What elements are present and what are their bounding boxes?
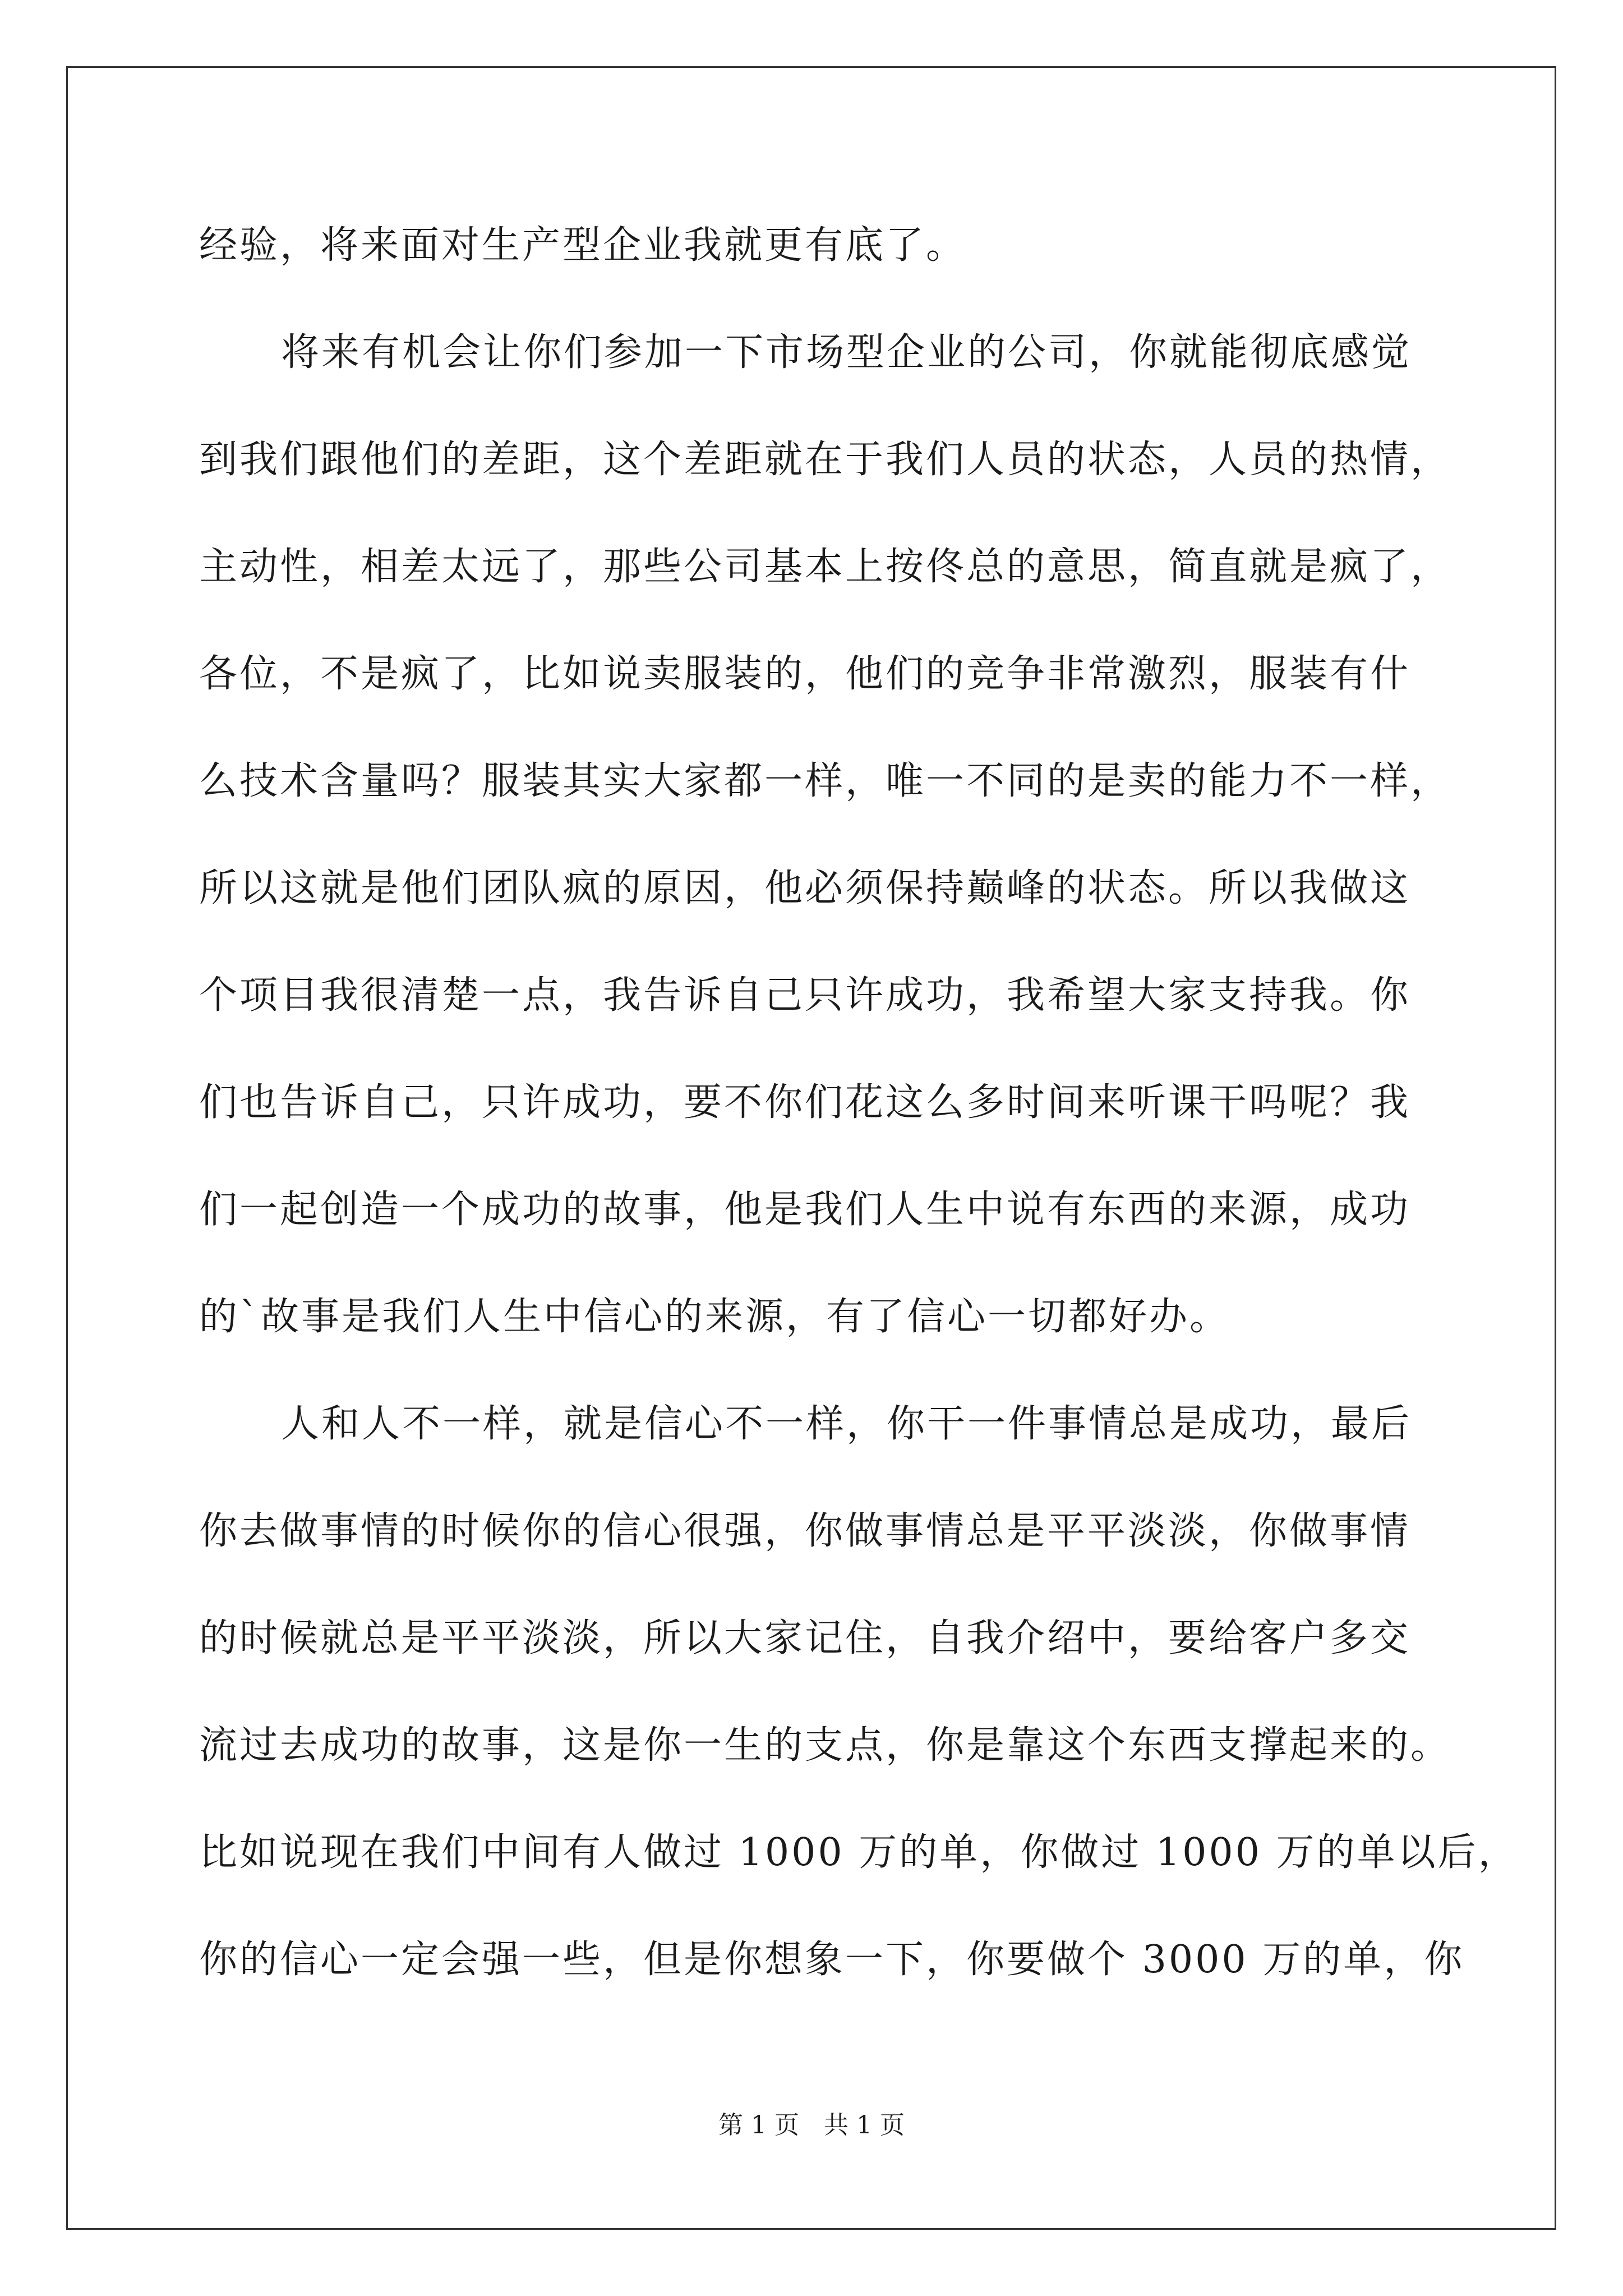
- text-line: 经验，将来面对生产型企业我就更有底了。: [199, 223, 967, 268]
- text-line: 所以这就是他们团队疯的原因，他必须保持巅峰的状态。所以我做这: [199, 866, 1411, 910]
- text-line: 人和人不一样，就是信心不一样，你干一件事情总是成功，最后: [281, 1402, 1412, 1446]
- page-total: 共 1 页: [824, 2111, 905, 2139]
- text-line: 个项目我很清楚一点，我告诉自己只许成功，我希望大家支持我。你: [199, 973, 1411, 1018]
- document-body: [199, 192, 1519, 2013]
- text-line: 流过去成功的故事，这是你一生的支点，你是靠这个东西支撑起来的。: [199, 1723, 1451, 1768]
- text-line: 你的信心一定会强一些，但是你想象一下，你要做个 3000 万的单，你: [199, 1938, 1465, 1982]
- text-line: 的`故事是我们人生中信心的来源，有了信心一切都好办。: [199, 1295, 1230, 1339]
- text-line: 你去做事情的时候你的信心很强，你做事情总是平平淡淡，你做事情: [199, 1509, 1411, 1553]
- text-line: 到我们跟他们的差距，这个差距就在于我们人员的状态，人员的热情，: [199, 438, 1451, 482]
- text-line: 们一起创造一个成功的故事，他是我们人生中说有东西的来源，成功: [199, 1188, 1411, 1232]
- text-line: 比如说现在我们中间有人做过 1000 万的单，你做过 1000 万的单以后，: [199, 1830, 1519, 1875]
- text-line: 各位，不是疯了，比如说卖服装的，他们的竞争非常激烈，服装有什: [199, 652, 1411, 696]
- text-line: 们也告诉自己，只许成功，要不你们花这么多时间来听课干吗呢？我: [199, 1080, 1411, 1125]
- text-line: 的时候就总是平平淡淡，所以大家记住，自我介绍中，要给客户多交: [199, 1616, 1411, 1660]
- text-line: 主动性，相差太远了，那些公司基本上按佟总的意思，简直就是疯了，: [199, 545, 1451, 589]
- page-footer: [0, 2105, 1623, 2141]
- text-line: 么技术含量吗？服装其实大家都一样，唯一不同的是卖的能力不一样，: [199, 759, 1451, 803]
- text-line: 将来有机会让你们参加一下市场型企业的公司，你就能彻底感觉: [281, 330, 1412, 375]
- page-number: 第 1 页: [718, 2111, 799, 2139]
